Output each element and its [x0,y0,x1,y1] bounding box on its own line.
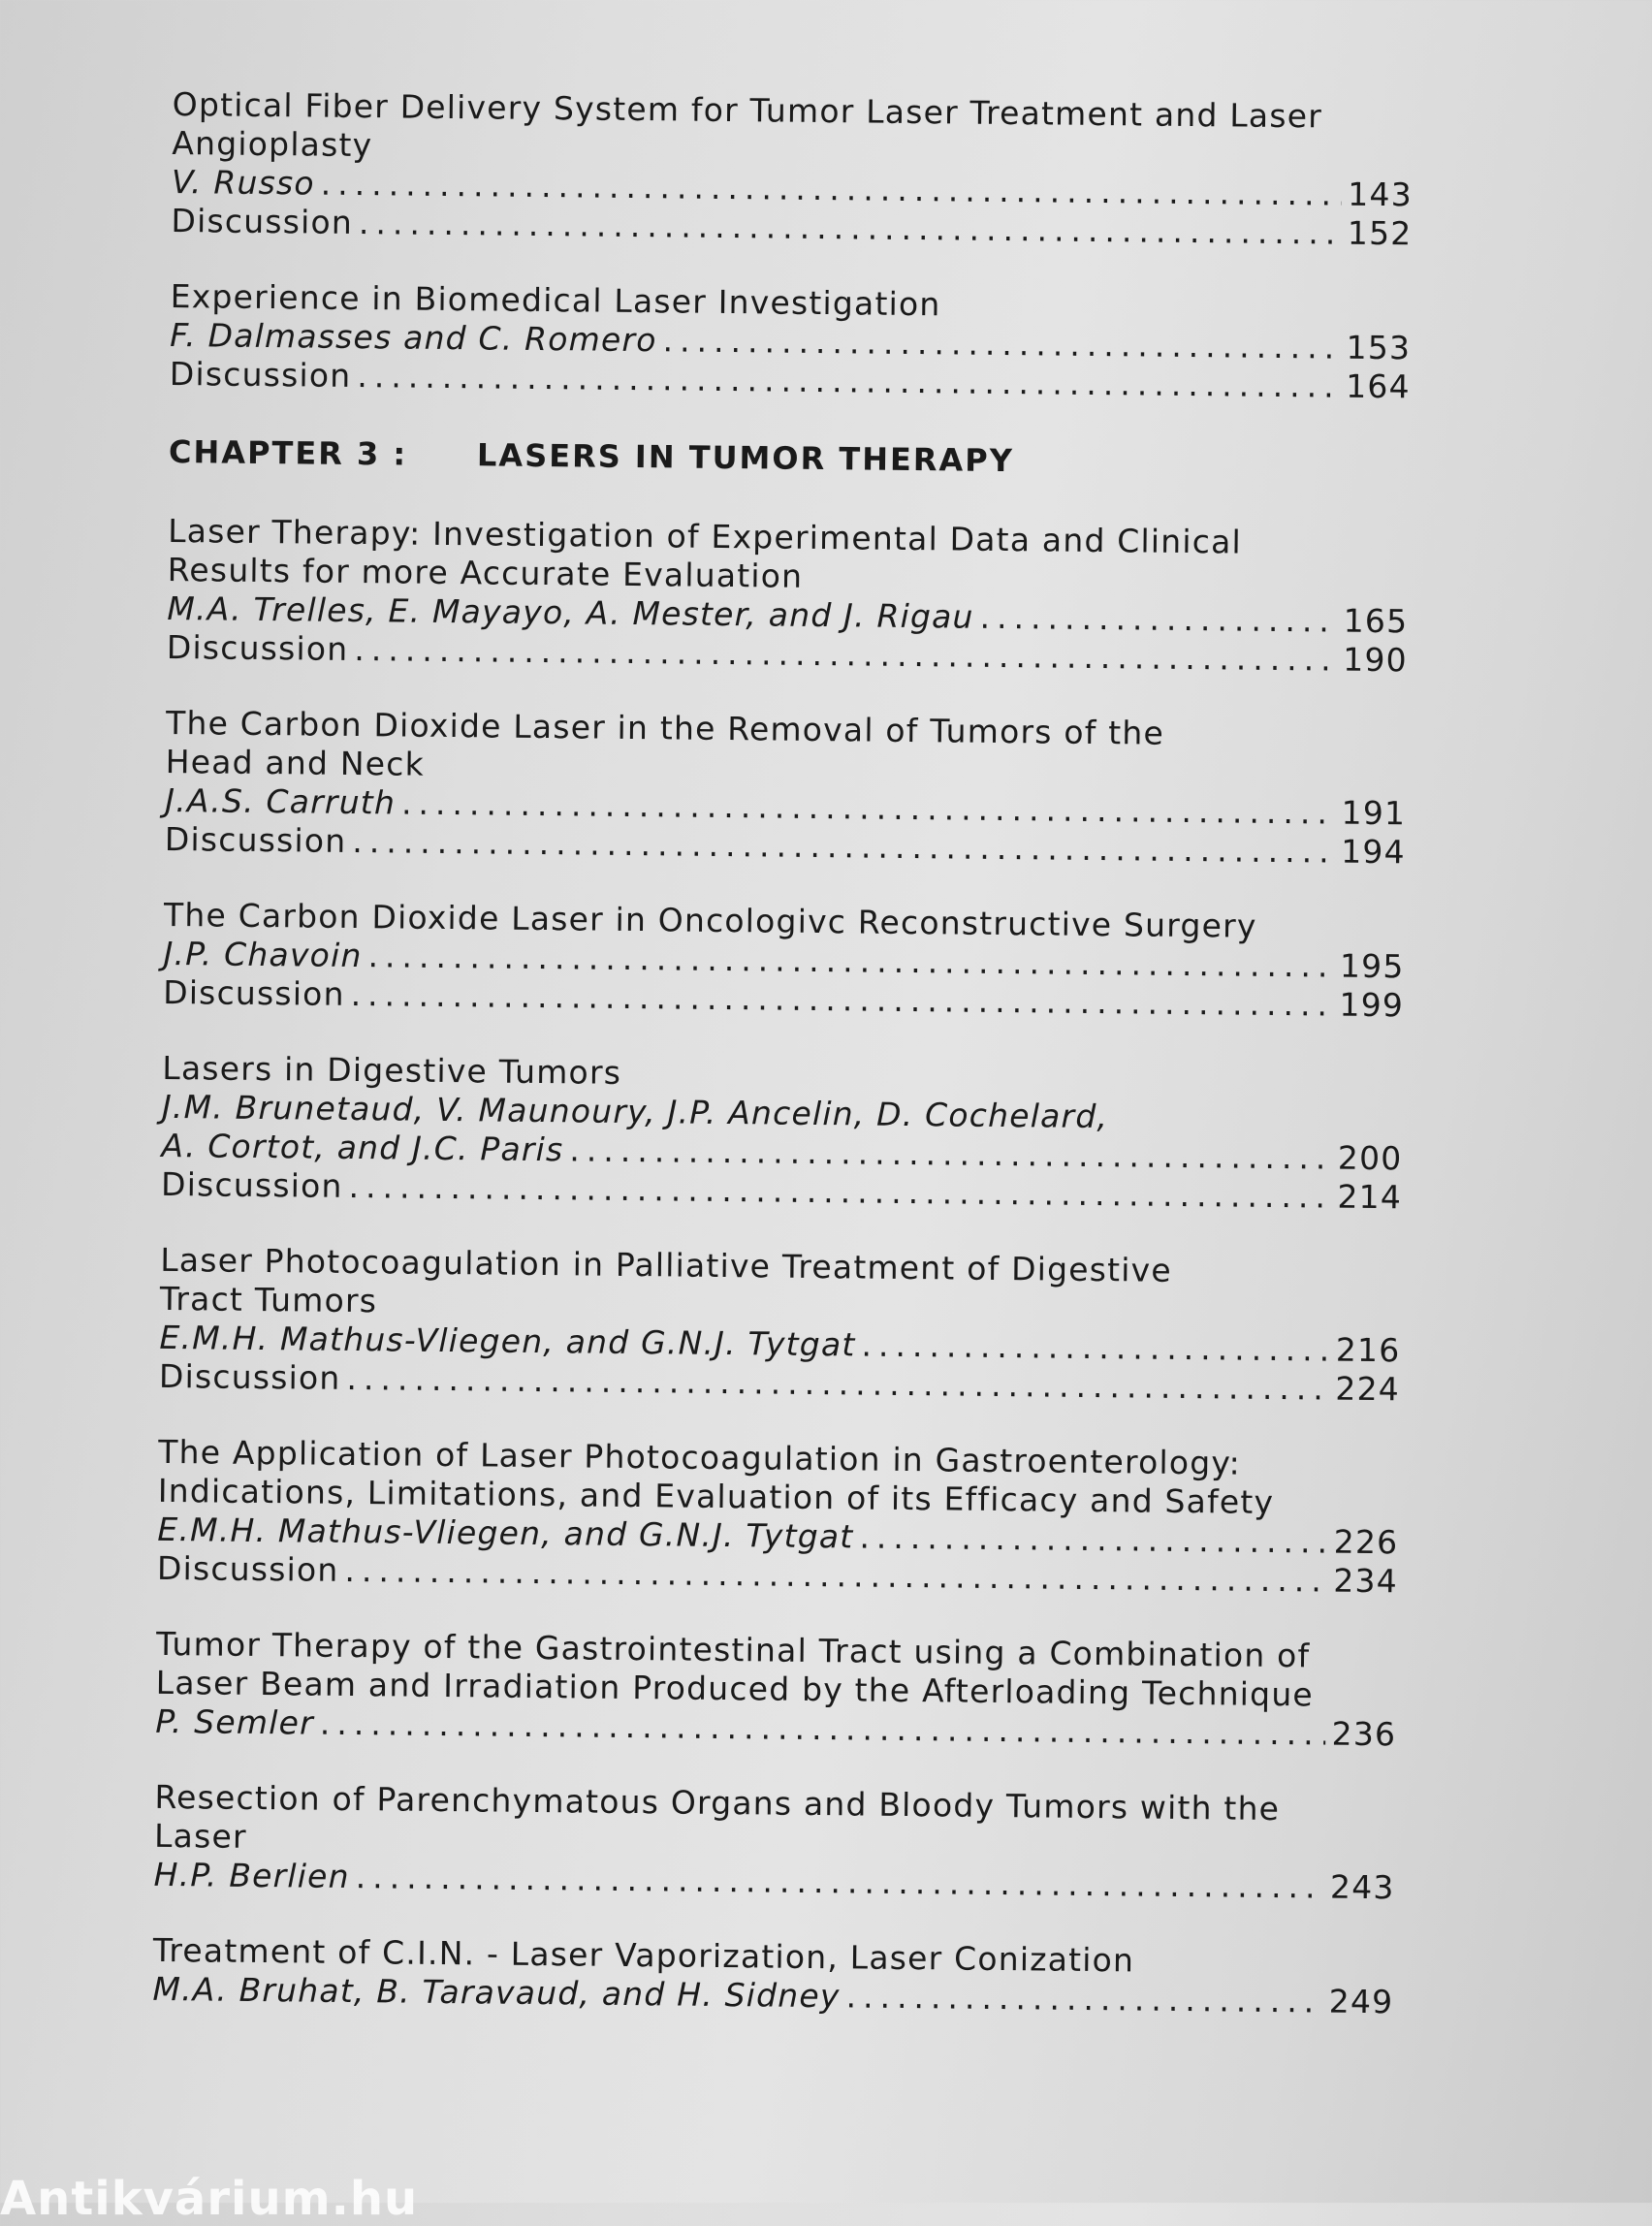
entry-title-line: Laser [153,1816,247,1856]
entry-page-number: 216 [1335,1330,1401,1370]
entry-authors: M.A. Bruhat, B. Taravaud, and H. Sidney [152,1969,841,2016]
entry-page-number: 226 [1333,1522,1399,1562]
toc-entry [157,1433,1400,1601]
discussion-page-number: 234 [1333,1561,1399,1601]
table-of-contents [152,85,1414,2058]
chapter-entries [152,512,1409,2021]
chapter-title: LASERS IN TUMOR THERAPY [476,436,1015,480]
entry-page-number: 195 [1339,946,1405,986]
entry-title-line: Optical Fiber Delivery System for Tumor Laser Treatment and Laser [172,85,1323,136]
entry-title-line: Lasers in Digestive Tumors [162,1048,622,1092]
preceding-entries [170,85,1414,406]
entry-authors: P. Semler [155,1701,315,1742]
discussion-page-number: 190 [1343,640,1409,680]
entry-title-line: Laser Beam and Irradiation Produced by the Afterloading Technique [155,1663,1315,1714]
dot-leader [861,1326,1330,1370]
entry-authors: J.P. Chavoin [163,934,363,975]
discussion-label: Discussion [169,354,352,395]
entry-authors: E.M.H. Mathus-Vliegen, and G.N.J. Tytgat [157,1510,854,1556]
watermark-logo: Antikvárium.hu [0,2172,419,2226]
entry-page-number: 200 [1337,1138,1403,1178]
entry-authors: F. Dalmasses and C. Romero [170,315,657,360]
entry-page-number: 165 [1343,601,1409,641]
discussion-label: Discussion [162,972,345,1013]
dot-leader [845,1977,1323,2020]
dot-leader [859,1518,1328,1562]
entry-title-line: Resection of Parenchymatous Organs and Bloody Tumors with the [154,1777,1281,1828]
entry-title-line: Head and Neck [165,742,426,783]
discussion-label: Discussion [171,201,354,241]
entry-authors: H.P. Berlien [153,1855,350,1896]
discussion-label: Discussion [164,819,347,860]
entry-page-number: 236 [1331,1714,1397,1754]
entry-title-line: The Application of Laser Photocoagulation in Gastroenterology: [158,1432,1242,1482]
entry-page-number: 249 [1328,1982,1394,2021]
entry-title-line: The Carbon Dioxide Laser in Oncologivc Reconstructive Surgery [163,895,1257,945]
discussion-page-number: 152 [1347,213,1413,253]
entry-title-line: Laser Therapy: Investigation of Experimental Data and Clinical [167,511,1243,561]
toc-entry [163,896,1405,1025]
entry-title-line: Treatment of C.I.N. - Laser Vaporization, Laser Conization [152,1930,1135,1980]
entry-author-line: J.M. Brunetaud, V. Maunoury, J.P. Ancelin, D. Cochelard, [161,1087,1109,1136]
entry-title-line: Angioplasty [172,123,373,165]
toc-entry [159,1241,1402,1409]
entry-authors: E.M.H. Mathus-Vliegen, and G.N.J. Tytgat [159,1318,856,1364]
discussion-page-number: 164 [1346,366,1412,406]
discussion-page-number: 224 [1335,1369,1401,1409]
toc-entry [171,85,1414,253]
entry-page-number: 191 [1341,793,1407,833]
entry-page-number: 143 [1348,175,1414,214]
entry-title-line: The Carbon Dioxide Laser in the Removal of Tumors of the [165,703,1165,752]
discussion-label: Discussion [158,1356,341,1397]
chapter-heading [169,432,1410,484]
discussion-label: Discussion [156,1548,339,1589]
discussion-page-number: 214 [1337,1177,1403,1217]
entry-title-line: Experience in Biomedical Laser Investigation [170,276,941,324]
toc-entry [152,1931,1394,2021]
entry-title-line: Tumor Therapy of the Gastrointestinal Tract using a Combination of [155,1624,1311,1675]
chapter-number: CHAPTER 3 : [168,432,408,473]
entry-authors: M.A. Trelles, E. Mayayo, A. Mester, and J. Rigau [167,588,974,636]
entry-authors: J.A.S. Carruth [165,780,397,822]
toc-entry [170,277,1412,406]
entry-title-line: Laser Photocoagulation in Palliative Treatment of Digestive [160,1240,1173,1289]
toc-entry [155,1625,1397,1754]
entry-page-number: 153 [1346,328,1412,367]
discussion-page-number: 199 [1339,985,1405,1025]
entry-title-line: Results for more Accurate Evaluation [167,550,804,595]
dot-leader [979,598,1337,641]
discussion-label: Discussion [166,627,349,668]
entry-page-number: 243 [1329,1867,1395,1907]
entry-title-line: Tract Tumors [159,1279,378,1320]
entry-title-line: Indications, Limitations, and Evaluation of its Efficacy and Safety [157,1471,1275,1521]
entry-authors: A. Cortot, and J.C. Paris [161,1126,564,1169]
entry-authors: V. Russo [171,162,315,203]
toc-entry [167,512,1410,680]
toc-entry [161,1049,1404,1217]
discussion-label: Discussion [160,1164,343,1205]
toc-entry [153,1778,1395,1907]
discussion-page-number: 194 [1340,832,1406,872]
toc-entry [165,704,1408,872]
